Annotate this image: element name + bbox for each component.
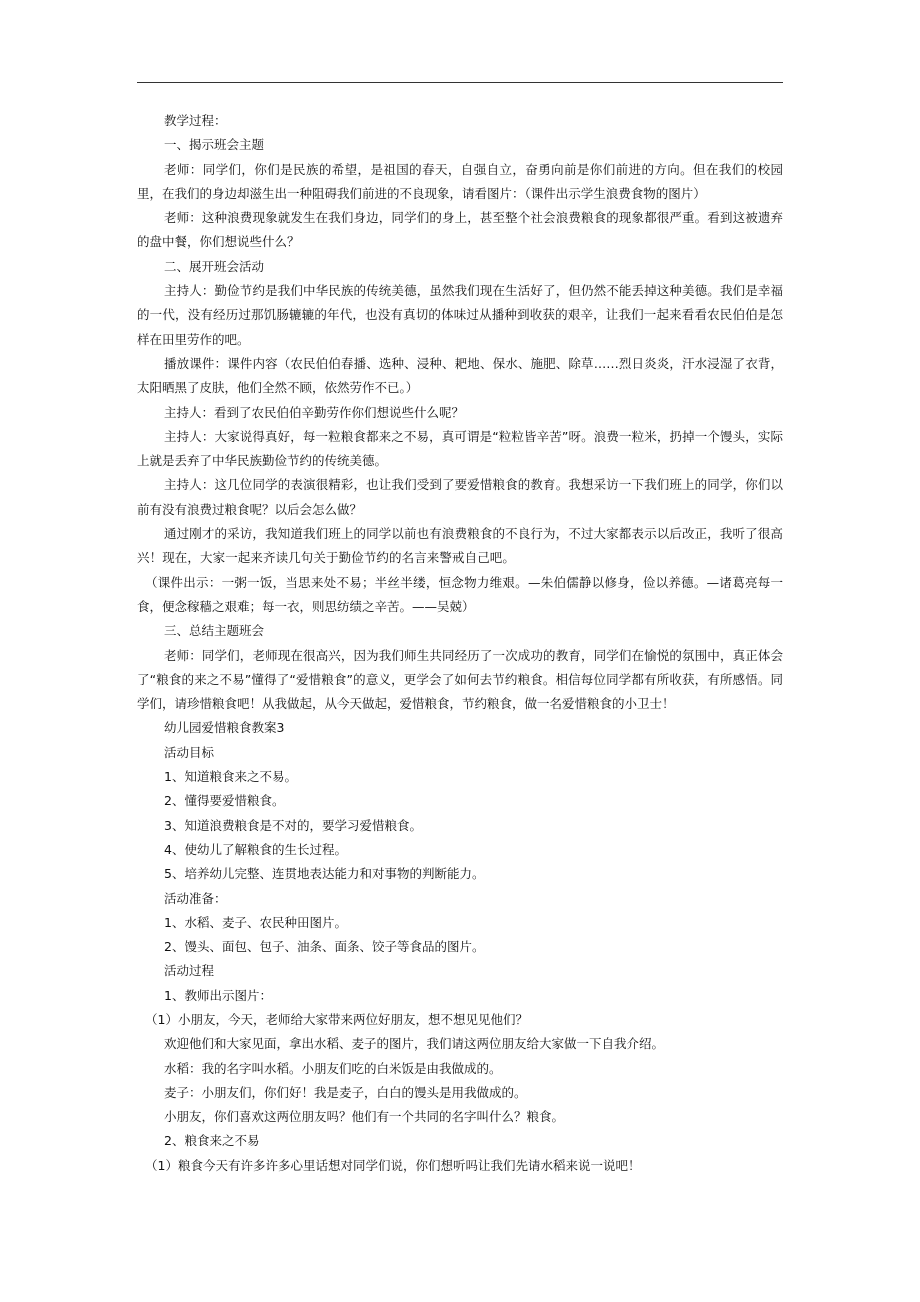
header-rule — [137, 82, 783, 83]
heading-reveal-theme: 一、揭示班会主题 — [164, 137, 265, 153]
heading-activity-goals: 活动目标 — [164, 744, 215, 760]
process-step-1: 1、教师出示图片： — [164, 987, 272, 1003]
paragraph-welcome-friends: 欢迎他们和大家见面，拿出水稻、麦子的图片，我们请这两位朋友给大家做一下自我介绍。 — [164, 1036, 665, 1052]
preparation-item-1: 1、水稻、麦子、农民种田图片。 — [164, 914, 347, 930]
paragraph-teaching-process: 教学过程： — [164, 113, 227, 128]
goal-item-1: 1、知道粮食来之不易。 — [164, 769, 297, 785]
lesson-plan-title: 幼儿园爱惜粮食教案3 — [164, 720, 285, 736]
paragraph-teacher-waste: 老师：这种浪费现象就发生在我们身边，同学们的身上，甚至整个社会浪费粮食的现象都很严重。看到这被遗弃的盘中餐，你们想说些什么？ — [137, 210, 783, 250]
paragraph-common-name: 小朋友，你们喜欢这两位朋友吗？他们有一个共同的名字叫什么？粮食。 — [164, 1109, 565, 1125]
heading-class-activity: 二、展开班会活动 — [164, 258, 265, 274]
paragraph-host-question: 主持人：看到了农民伯伯辛勤劳作你们想说些什么呢？ — [164, 404, 465, 420]
paragraph-teacher-intro: 老师：同学们，你们是民族的希望，是祖国的春天，自强自立，奋勇向前是你们前进的方向。但在我们的校园里，在我们的身边却滋生出一种阻碍我们前进的不良现象，请看图片：（课件出示学生浪费食物的图片） — [137, 161, 783, 201]
heading-activity-preparation: 活动准备： — [164, 890, 227, 906]
process-step-2-sub-1: （1）粮食今天有许多许多心里话想对同学们说，你们想听吗让我们先请水稻来说一说吧！ — [145, 1157, 641, 1173]
goal-item-5: 5、培养幼儿完整、连贯地表达能力和对事物的判断能力。 — [164, 866, 485, 882]
preparation-item-2: 2、馒头、面包、包子、油条、面条、饺子等食品的图片。 — [164, 939, 485, 955]
process-step-1-sub-1: （1）小朋友，今天，老师给大家带来两位好朋友，想不想见见他们？ — [145, 1011, 528, 1027]
heading-summary: 三、总结主题班会 — [164, 623, 265, 639]
paragraph-famous-quotes: （课件出示：一粥一饭，当思来处不易；半丝半缕，恒念物力维艰。—朱伯儒静以修身，俭以养德。—诸葛亮每一食，便念稼穑之艰难；每一衣，则思纺绩之辛苦。——吴兢） — [137, 574, 783, 614]
goal-item-3: 3、知道浪费粮食是不对的，要学习爱惜粮食。 — [164, 817, 422, 833]
heading-activity-process: 活动过程 — [164, 963, 215, 979]
paragraph-host-interview: 主持人：这几位同学的表演很精彩，也让我们受到了要爱惜粮食的教育。我想采访一下我们班上的同学，你们以前有没有浪费过粮食呢？以后会怎么做？ — [137, 477, 783, 517]
paragraph-interview-summary: 通过刚才的采访，我知道我们班上的同学以前也有浪费粮食的不良行为，不过大家都表示以后改正，我听了很高兴！现在，大家一起来齐读几句关于勤俭节约的名言来警戒自己吧。 — [137, 526, 783, 566]
goal-item-2: 2、懂得要爱惜粮食。 — [164, 793, 285, 809]
document-body — [137, 109, 783, 1178]
process-step-2: 2、粮食来之不易 — [164, 1133, 260, 1149]
paragraph-wheat-intro: 麦子：小朋友们，你们好！我是麦子，白白的馒头是用我做成的。 — [164, 1084, 527, 1100]
paragraph-host-praise: 主持人：大家说得真好，每一粒粮食都来之不易，真可谓是“粒粒皆辛苦”呀。浪费一粒米，扔掉一个馒头，实际上就是丢弃了中华民族勤俭节约的传统美德。 — [137, 428, 783, 469]
goal-item-4: 4、使幼儿了解粮食的生长过程。 — [164, 841, 347, 857]
paragraph-play-courseware: 播放课件：课件内容（农民伯伯春播、选种、浸种、耙地、保水、施肥、除草……烈日炎炎，汗水浸湿了衣背，太阳晒黑了皮肤，他们全然不顾，依然劳作不已。） — [137, 355, 783, 396]
paragraph-teacher-conclusion: 老师：同学们，老师现在很高兴，因为我们师生共同经历了一次成功的教育，同学们在愉悦的氛围中，真正体会了“粮食的来之不易”懂得了“爱惜粮食”的意义，更学会了如何去节约粮食。相信每位同学都有所收获，有所感悟。同学们，请珍惜粮食吧！从我做起，从今天做起，爱惜粮食，节约粮食，做一名爱惜粮食的小卫士！ — [137, 647, 783, 712]
paragraph-host-virtue: 主持人：勤俭节约是我们中华民族的传统美德，虽然我们现在生活好了，但仍然不能丢掉这种美德。我们是幸福的一代，没有经历过那饥肠辘辘的年代，也没有真切的体味过从播种到收获的艰辛，让我们一起来看看农民伯伯是怎样在田里劳作的吧。 — [137, 283, 783, 347]
paragraph-rice-intro: 水稻：我的名字叫水稻。小朋友们吃的白米饭是由我做成的。 — [164, 1060, 502, 1076]
